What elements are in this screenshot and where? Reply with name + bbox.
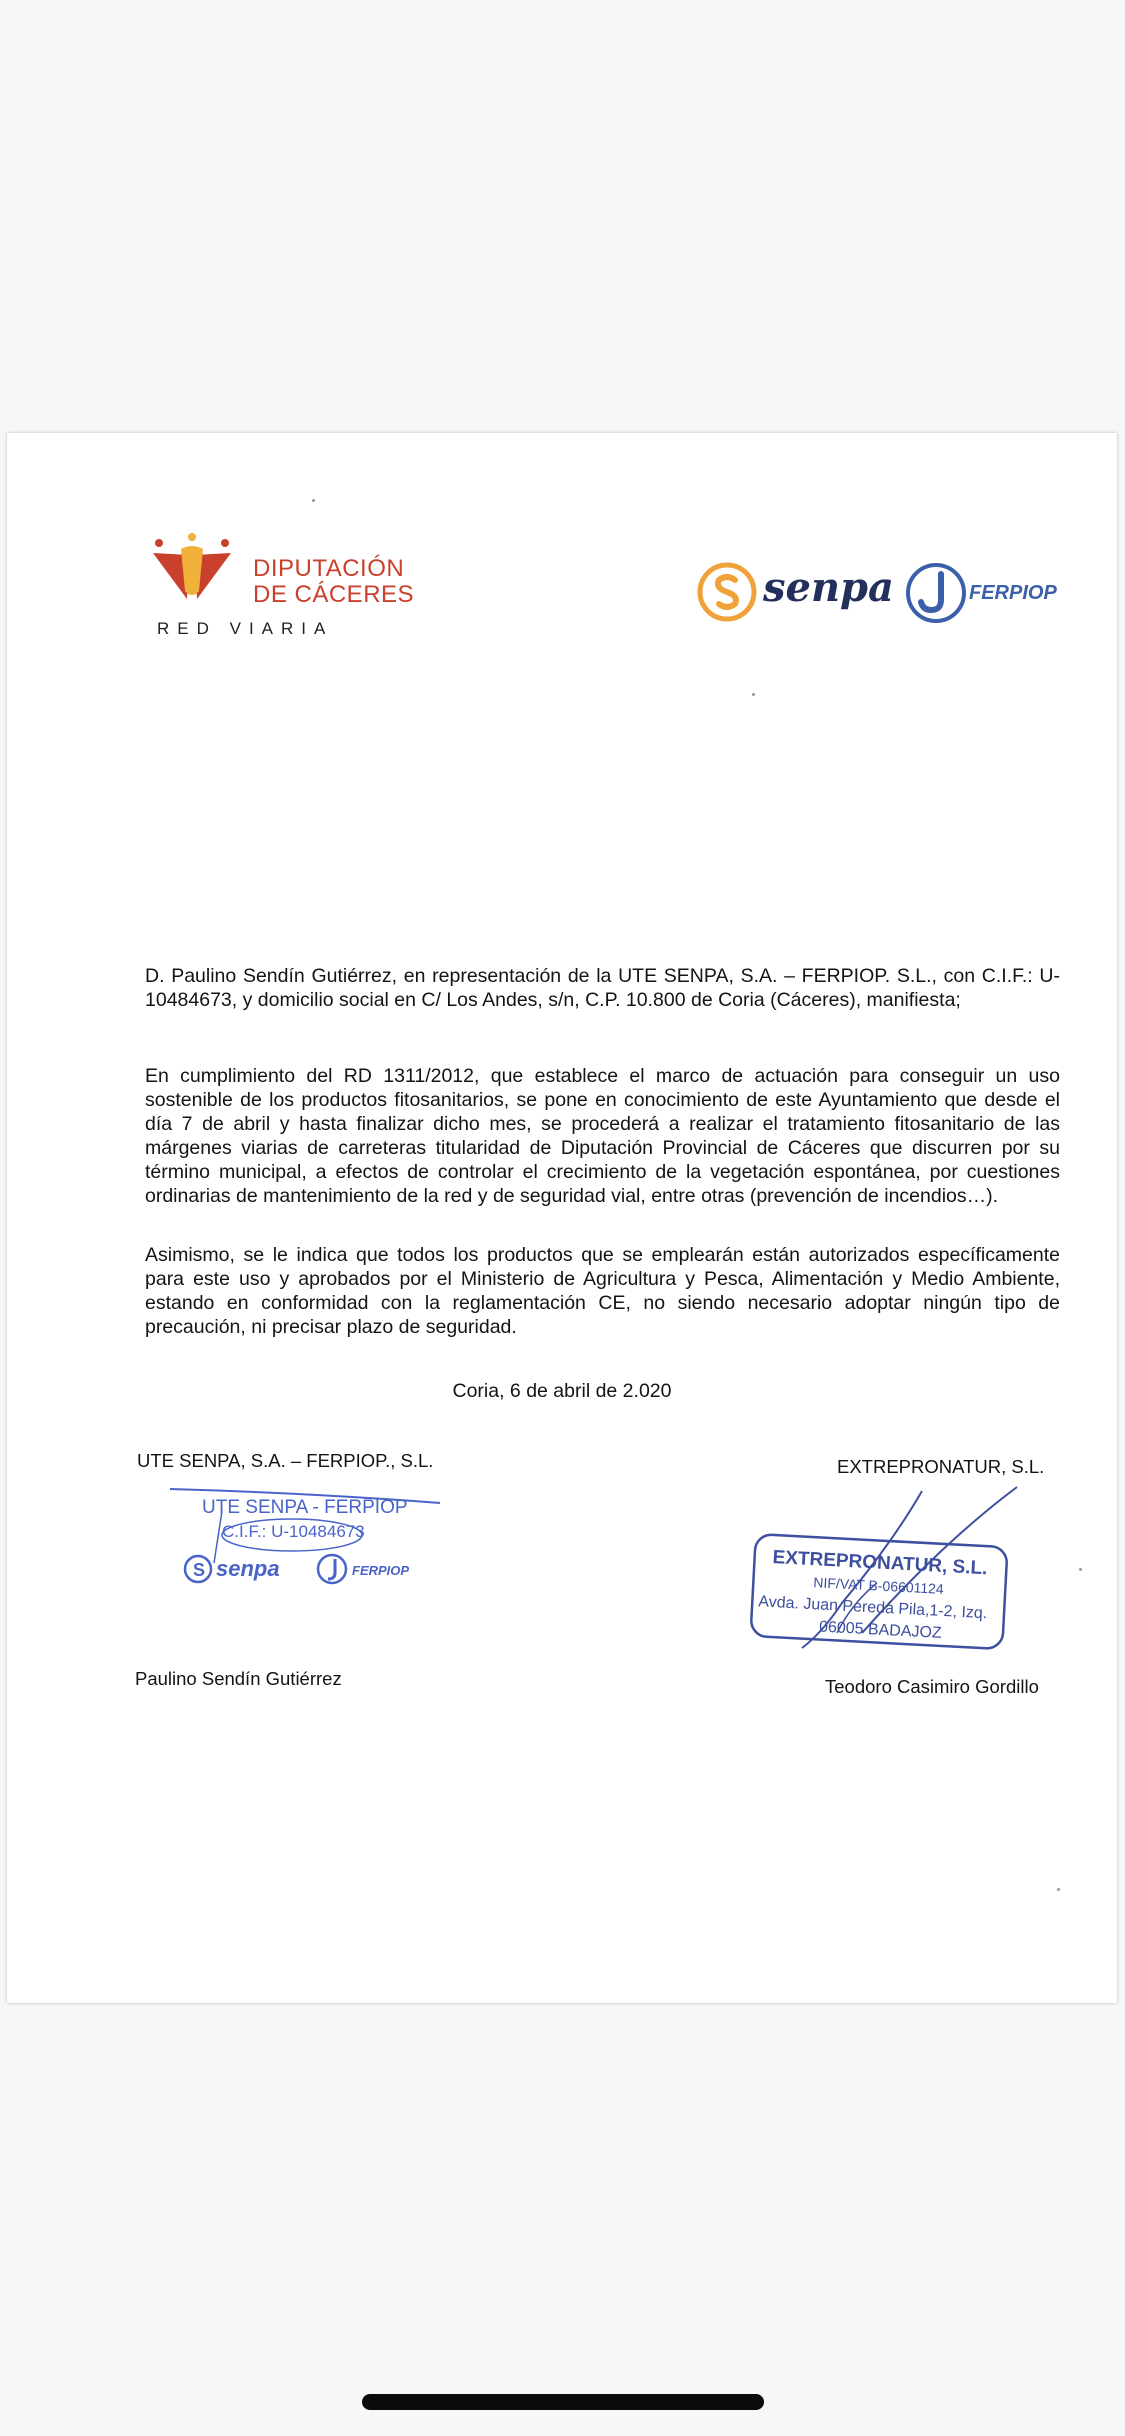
paragraph-product-approval: Asimismo, se le indica que todos los productos que se emplearán están autorizados específicamente para este uso y aprobados por el Ministerio de Agricultura y Pesca, Alimentación y Medio Ambiente, estando en conformidad con la reglamentación CE, no siendo necesario adoptar ningún tipo de precaución, ni precisar plazo de seguridad. xyxy=(145,1244,1060,1338)
scan-speck xyxy=(312,499,315,502)
right-signatory-company: EXTREPRONATUR, S.L. xyxy=(837,1456,1045,1477)
document-page xyxy=(7,433,1117,2003)
logo-title-line1: DIPUTACIÓN xyxy=(253,555,405,582)
diputacion-caceres-logo xyxy=(145,533,425,643)
logo-title-line2: DE CÁCERES xyxy=(253,581,415,608)
stamp-right-line2: NIF/VAT B-06601124 xyxy=(813,1574,945,1597)
stamp-left-senpa: senpa xyxy=(216,1556,280,1581)
paragraph-declarant: D. Paulino Sendín Gutiérrez, en representación de la UTE SENPA, S.A. – FERPIOP. S.L., con C.I.F.: U-10484673, y domicilio social en C/ Los Andes, s/n, C.P. 10.800 de Coria (Cáceres), manifiesta; xyxy=(145,965,1060,1011)
svg-text:S: S xyxy=(193,1560,206,1580)
ferpiop-wordmark: FERPIOP xyxy=(969,582,1057,604)
stamp-left-line2: C.I.F.: U-10484673 xyxy=(222,1522,365,1541)
logo-subtitle: RED VIARIA xyxy=(157,619,334,638)
right-signatory-name: Teodoro Casimiro Gordillo xyxy=(825,1676,1039,1697)
stamp-left-ferpiop: FERPIOP xyxy=(352,1563,410,1578)
senpa-wordmark: senpa xyxy=(763,564,894,611)
left-signatory-name: Paulino Sendín Gutiérrez xyxy=(135,1668,342,1689)
extrepronatur-stamp xyxy=(742,1483,1032,1658)
senpa-ferpiop-logo xyxy=(697,558,1067,628)
scan-speck xyxy=(1057,1888,1060,1891)
place-date: Coria, 6 de abril de 2.020 xyxy=(452,1380,672,1402)
scan-speck xyxy=(752,693,755,696)
stamp-left-line1: UTE SENPA - FERPIOP xyxy=(202,1497,408,1518)
stamp-right-line3: Avda. Juan Pereda Pila,1-2, Izq. xyxy=(757,1593,988,1623)
ferpiop-j-icon xyxy=(905,562,967,624)
paragraph-treatment-notice: En cumplimiento del RD 1311/2012, que establece el marco de actuación para conseguir un uso sostenible de los productos fitosanitarios, se pone en conocimiento de este Ayuntamiento que desde el día 7 de abril y hasta finalizar dicho mes, se procederá a realizar el tratamiento fitosanitario de las márgenes viarias de carreteras titularidad de Diputación Provincial de Cáceres que discurren por su término municipal, a efectos de controlar el crecimiento de la vegetación espontánea, por cuestiones ordinarias de mantenimiento de la red y de seguridad vial, entre otras (prevención de incendios…). xyxy=(145,1065,1060,1207)
senpa-s-icon xyxy=(697,562,757,622)
scan-speck xyxy=(1079,1568,1082,1571)
home-indicator-bar[interactable] xyxy=(362,2394,764,2410)
diputacion-caceres-emblem-icon xyxy=(151,533,233,605)
ute-senpa-ferpiop-stamp xyxy=(162,1483,452,1613)
stamp-right-line4: 06005 BADAJOZ xyxy=(818,1618,943,1642)
stamp-right-line1: EXTREPRONATUR, S.L. xyxy=(772,1547,988,1580)
left-signatory-company: UTE SENPA, S.A. – FERPIOP., S.L. xyxy=(137,1450,434,1471)
